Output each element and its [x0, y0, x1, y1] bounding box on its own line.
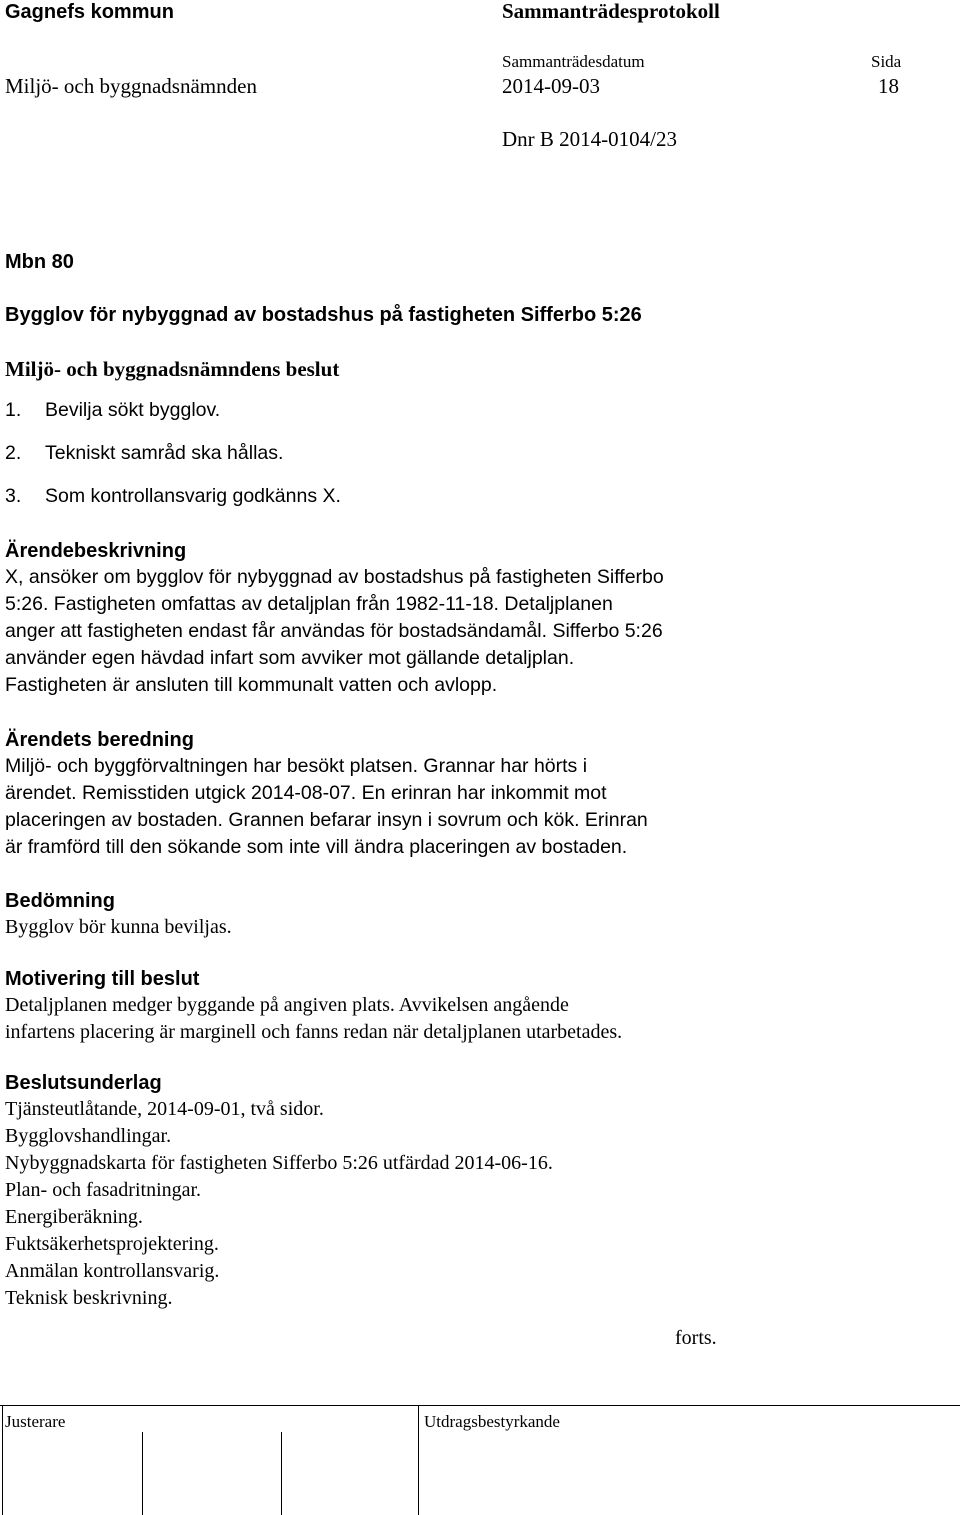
footer-column-divider	[418, 1405, 419, 1515]
committee-name: Miljö- och byggnadsnämnden	[5, 74, 257, 98]
decision-item	[5, 401, 220, 421]
section-number: Mbn 80	[5, 251, 74, 273]
basis-heading: Beslutsunderlag	[5, 1072, 162, 1094]
basis-line: Teknisk beskrivning.	[5, 1287, 173, 1309]
decision-item-number: 2.	[5, 442, 22, 464]
decision-heading: Miljö- och byggnadsnämndens beslut	[5, 357, 340, 381]
motivation-line: Detaljplanen medger byggande på angiven plats. Avvikelsen angående	[5, 994, 569, 1016]
basis-line: Plan- och fasadritningar.	[5, 1179, 202, 1201]
assessment-section	[5, 888, 945, 941]
signature-divider	[142, 1432, 143, 1515]
description-line: Fastigheten är ansluten till kommunalt vatten och avlopp.	[5, 674, 498, 696]
description-line: använder egen hävdad infart som avviker mot gällande detaljplan.	[5, 647, 575, 669]
assessment-line: Bygglov bör kunna beviljas.	[5, 916, 232, 938]
signature-divider	[281, 1432, 282, 1515]
preparation-heading: Ärendets beredning	[5, 729, 194, 751]
description-line: X, ansöker om bygglov för nybyggnad av bostadshus på fastigheten Sifferbo	[5, 566, 664, 588]
decision-item-number: 3.	[5, 485, 22, 507]
description-line: anger att fastigheten endast får användas för bostadsändamål. Sifferbo 5:26	[5, 620, 663, 642]
description-section	[5, 538, 945, 699]
meeting-date-label: Sammanträdesdatum	[502, 52, 645, 71]
decision-item-text: Tekniskt samråd ska hållas.	[45, 442, 284, 464]
decision-item-number: 1.	[5, 399, 22, 421]
preparation-section	[5, 727, 945, 861]
preparation-line: placeringen av bostaden. Grannen befarar insyn i sovrum och kök. Erinran	[5, 809, 648, 831]
basis-line: Anmälan kontrollansvarig.	[5, 1260, 220, 1282]
preparation-line: ärendet. Remisstiden utgick 2014-08-07. En erinran har inkommit mot	[5, 782, 607, 804]
case-reference-number: Dnr B 2014-0104/23	[502, 127, 677, 151]
decision-item-text: Som kontrollansvarig godkänns X.	[45, 485, 341, 507]
page-number: 18	[878, 74, 899, 98]
decision-item	[5, 444, 283, 464]
basis-line: Nybyggnadskarta för fastigheten Sifferbo 5:26 utfärdad 2014-06-16.	[5, 1152, 553, 1174]
decision-item	[5, 487, 341, 507]
decision-item-text: Bevilja sökt bygglov.	[45, 399, 221, 421]
basis-line: Bygglovshandlingar.	[5, 1125, 172, 1147]
basis-line: Tjänsteutlåtande, 2014-09-01, två sidor.	[5, 1098, 324, 1120]
assessment-heading: Bedömning	[5, 890, 115, 912]
description-line: 5:26. Fastigheten omfattas av detaljplan från 1982-11-18. Detaljplanen	[5, 593, 613, 615]
motivation-section	[5, 966, 945, 1046]
page-label: Sida	[871, 52, 902, 71]
adjuster-label: Justerare	[5, 1412, 66, 1431]
description-heading: Ärendebeskrivning	[5, 540, 187, 562]
footer-left-border	[2, 1405, 3, 1515]
continued-note: forts.	[675, 1327, 717, 1349]
preparation-line: är framförd till den sökande som inte vill ändra placeringen av bostaden.	[5, 836, 628, 858]
motivation-heading: Motivering till beslut	[5, 968, 200, 990]
footer-divider	[0, 1405, 960, 1406]
basis-section	[5, 1070, 945, 1312]
basis-line: Fuktsäkerhetsprojektering.	[5, 1233, 219, 1255]
document-type: Sammanträdesprotokoll	[502, 0, 720, 23]
preparation-line: Miljö- och byggförvaltningen har besökt platsen. Grannar har hörts i	[5, 755, 588, 777]
certification-label: Utdragsbestyrkande	[424, 1412, 560, 1431]
case-title: Bygglov för nybyggnad av bostadshus på fastigheten Sifferbo 5:26	[5, 304, 642, 326]
basis-line: Energiberäkning.	[5, 1206, 143, 1228]
org-name: Gagnefs kommun	[5, 1, 174, 23]
motivation-line: infartens placering är marginell och fanns redan när detaljplanen utarbetades.	[5, 1021, 623, 1043]
meeting-date: 2014-09-03	[502, 74, 600, 98]
